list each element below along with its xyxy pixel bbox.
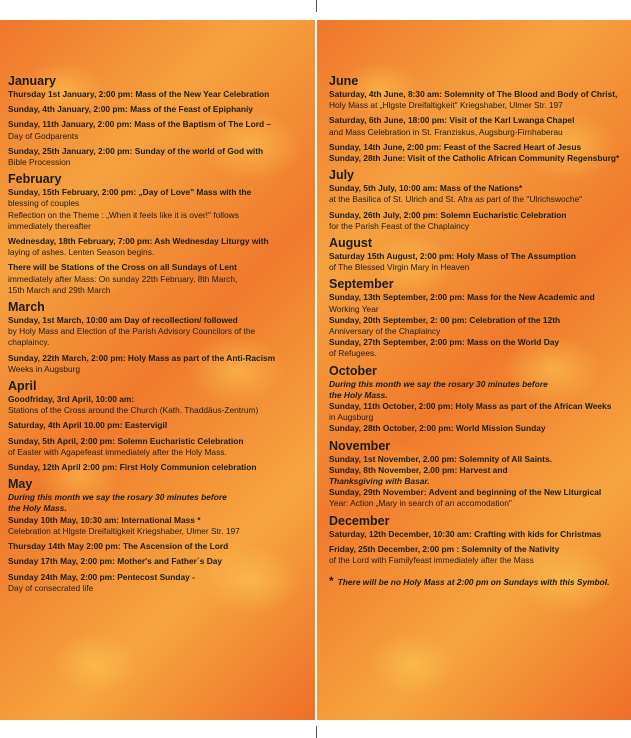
event-line: Saturday, 4th June, 8:30 am: Solemnity of The Blood and Body of Christ, [329, 89, 618, 99]
event-line: Stations of the Cross around the Church (Kath. Thaddäus-Zentrum) [8, 405, 259, 416]
event-line: Sunday, 13th September, 2:00 pm: Mass for the New Academic and [329, 292, 595, 303]
event-line: Thursday 1st January, 2:00 pm: Mass of the New Year Celebration [8, 89, 270, 99]
event-line: Bible Procession [8, 157, 71, 168]
event-line: Sunday, 11th January, 2:00 pm: Mass of the Baptism of The Lord – [8, 119, 272, 130]
event-line: and Mass Celebration in St. Franziskus, Augsburg-Firnhaberau [329, 126, 563, 137]
event-line: Wednesday, 18th February, 7:00 pm: Ash Wednesday Liturgy with [8, 236, 269, 247]
event-line: laying of ashes. Lenten Season begins. [8, 247, 155, 258]
event-line: of Easter with Agapefeast immediately after the Holy Mass. [8, 446, 227, 457]
fold-mark-bottom [316, 726, 317, 738]
footnote-star: * [329, 574, 334, 589]
event-line: 15th March and 29th March [8, 284, 111, 295]
event-entry [329, 379, 627, 435]
event-line: Sunday, 29th November: Advent and beginning of the New Liturgical [329, 487, 602, 498]
event-line: chaplaincy. [8, 337, 50, 348]
event-entry [8, 572, 309, 594]
event-line: Holy Mass at „Hlgste Dreifaltigkeit" Kriegshaber, Ulmer Str. 197 [329, 100, 563, 111]
event-line: Saturday, 4th April 10.00 pm: Eastervigil [8, 420, 168, 431]
event-entry [329, 529, 627, 540]
event-entry [8, 420, 309, 431]
event-entry [329, 251, 627, 273]
event-entry [8, 262, 309, 296]
event-line: Saturday, 12th December, 10:30 am: Crafting with kids for Christmas [329, 528, 602, 539]
event-line: of Refugees. [329, 348, 377, 359]
event-line: Sunday, 1st March, 10:00 am Day of recollection/ followed [8, 315, 238, 326]
event-line: the Holy Mass. [8, 503, 67, 514]
event-entry [329, 544, 627, 566]
event-line: Thanksgiving with Basar. [329, 476, 430, 487]
event-line: Day of consecrated life [8, 582, 94, 593]
event-line: Reflection on the Theme : „When it feels like it is over!" follows [8, 209, 239, 220]
event-line: for the Parish Feast of the Chaplaincy [329, 220, 470, 231]
event-entry [8, 436, 309, 458]
event-line: Sunday, 22th March, 2:00 pm: Holy Mass as part of the Anti-Racism [8, 352, 276, 363]
event-entry [8, 104, 309, 115]
event-entry [329, 210, 627, 232]
event-line: in Augsburg [329, 412, 374, 423]
event-entry [329, 454, 627, 510]
event-entry [8, 146, 309, 168]
event-line: Sunday 10th May, 10:30 am: International Mass * [8, 514, 201, 525]
event-line: by Holy Mass and Election of the Parish Advisory Councilors of the [8, 326, 256, 337]
fold-mark-top [316, 0, 317, 12]
event-line: blessing of couples [8, 198, 80, 209]
event-line: Sunday 24th May, 2:00 pm: Pentecost Sunday - [8, 571, 195, 582]
event-entry [8, 236, 309, 258]
event-entry [329, 89, 627, 111]
month-heading: September [329, 277, 394, 292]
event-line: Sunday, 5th July, 10:00 am: Mass of the Nations* [329, 183, 523, 194]
event-line: Sunday, 28th October, 2:00 pm: World Mission Sunday [329, 423, 546, 434]
footnote [329, 574, 627, 588]
right-column [329, 70, 627, 588]
month-heading: March [8, 300, 45, 315]
month-heading: November [329, 438, 391, 453]
event-entry [8, 315, 309, 349]
event-entry [8, 119, 309, 141]
left-column [8, 70, 309, 598]
event-entry [329, 292, 627, 359]
event-line: Sunday, 15th February, 2:00 pm: „Day of Love" Mass with the [8, 187, 252, 198]
event-line: During this month we say the rosary 30 minutes before [329, 378, 548, 389]
right-months [329, 74, 627, 566]
event-line: Sunday 17th May, 2:00 pm: Mother's and Father´s Day [8, 556, 223, 567]
event-entry [8, 556, 309, 567]
event-line: Day of Godparents [8, 130, 79, 141]
event-entry [8, 394, 309, 416]
month-heading: October [329, 363, 377, 378]
month-heading: April [8, 379, 37, 394]
event-line: Working Year [329, 303, 379, 314]
event-entry [8, 541, 309, 552]
event-entry [329, 142, 627, 164]
month-heading: January [8, 74, 56, 88]
event-line: immediately after Mass: On sunday 22th February, 8th March, [8, 273, 238, 284]
event-line: Goodfriday, 3rd April, 10:00 am: [8, 394, 135, 405]
month-heading: February [8, 172, 62, 187]
month-heading: July [329, 168, 355, 183]
month-heading: June [329, 74, 359, 88]
event-line: Year: Action „Mary in search of an accomodation" [329, 498, 512, 509]
event-entry [8, 187, 309, 232]
event-line: Saturday 15th August, 2:00 pm: Holy Mass of The Assumption [329, 251, 576, 262]
footnote-text: There will be no Holy Mass at 2:00 pm on Sundays with this Symbol. [337, 577, 610, 588]
event-line: Sunday, 12th April 2:00 pm: First Holy Communion celebration [8, 462, 257, 473]
event-line: Sunday, 1st November, 2.00 pm: Solemnity of All Saints. [329, 453, 552, 464]
event-line: Sunday, 26th July, 2:00 pm: Solemn Eucharistic Celebration [329, 209, 567, 220]
month-heading: May [8, 477, 33, 492]
event-line: Sunday, 27th September, 2:00 pm: Mass on the World Day [329, 337, 560, 348]
event-entry [8, 492, 309, 537]
event-line: Sunday, 25th January, 2:00 pm: Sunday of the world of God with [8, 145, 264, 156]
event-entry [8, 89, 309, 100]
event-line: Sunday, 8th November, 2.00 pm: Harvest and [329, 464, 508, 475]
event-line: Sunday, 4th January, 2:00 pm: Mass of the Feast of Epiphaniy [8, 104, 253, 115]
event-entry [8, 353, 309, 375]
event-line: Celebration at Hlgste Dreifaltigkeit Kriegshaber, Ulmer Str. 197 [8, 525, 240, 536]
event-line: During this month we say the rosary 30 minutes before [8, 492, 227, 503]
event-line: Saturday, 6th June, 18:00 pm: Visit of the Karl Lwanga Chapel [329, 115, 575, 126]
event-line: of the Lord with Familyfeast immediately after the Mass [329, 555, 534, 566]
event-line: Friday, 25th December, 2:00 pm : Solemnity of the Nativity [329, 543, 560, 554]
event-entry [329, 115, 627, 137]
event-line: Sunday, 20th September, 2: 00 pm: Celebration of the 12th [329, 314, 561, 325]
event-entry [329, 183, 627, 205]
event-line: Sunday, 5th April, 2:00 pm: Solemn Eucharistic Celebration [8, 435, 244, 446]
event-entry [8, 462, 309, 473]
event-line: Sunday, 14th June, 2:00 pm: Feast of the Sacred Heart of Jesus [329, 141, 582, 152]
month-heading: December [329, 513, 390, 528]
right-panel [317, 20, 631, 720]
event-line: There will be Stations of the Cross on all Sundays of Lent [8, 262, 237, 273]
event-line: immediately thereafter [8, 220, 91, 231]
event-line: Sunday, 28th June: Visit of the Catholic African Community Regensburg* [329, 153, 620, 164]
event-line: Thursday 14th May 2:00 pm: The Ascension of the Lord [8, 541, 229, 552]
event-line: Weeks in Augsburg [8, 363, 81, 374]
event-line: of The Blessed Virgin Mary in Heaven [329, 262, 470, 273]
event-line: the Holy Mass. [329, 389, 388, 400]
event-line: Anniversary of the Chaplaincy [329, 326, 441, 337]
event-line: Sunday, 11th October, 2:00 pm: Holy Mass as part of the African Weeks [329, 401, 612, 412]
event-line: at the Basilica of St. Ulrich and St. Afra as part of the "Ulrichswoche" [329, 194, 583, 205]
month-heading: August [329, 236, 373, 251]
left-panel [0, 20, 315, 720]
